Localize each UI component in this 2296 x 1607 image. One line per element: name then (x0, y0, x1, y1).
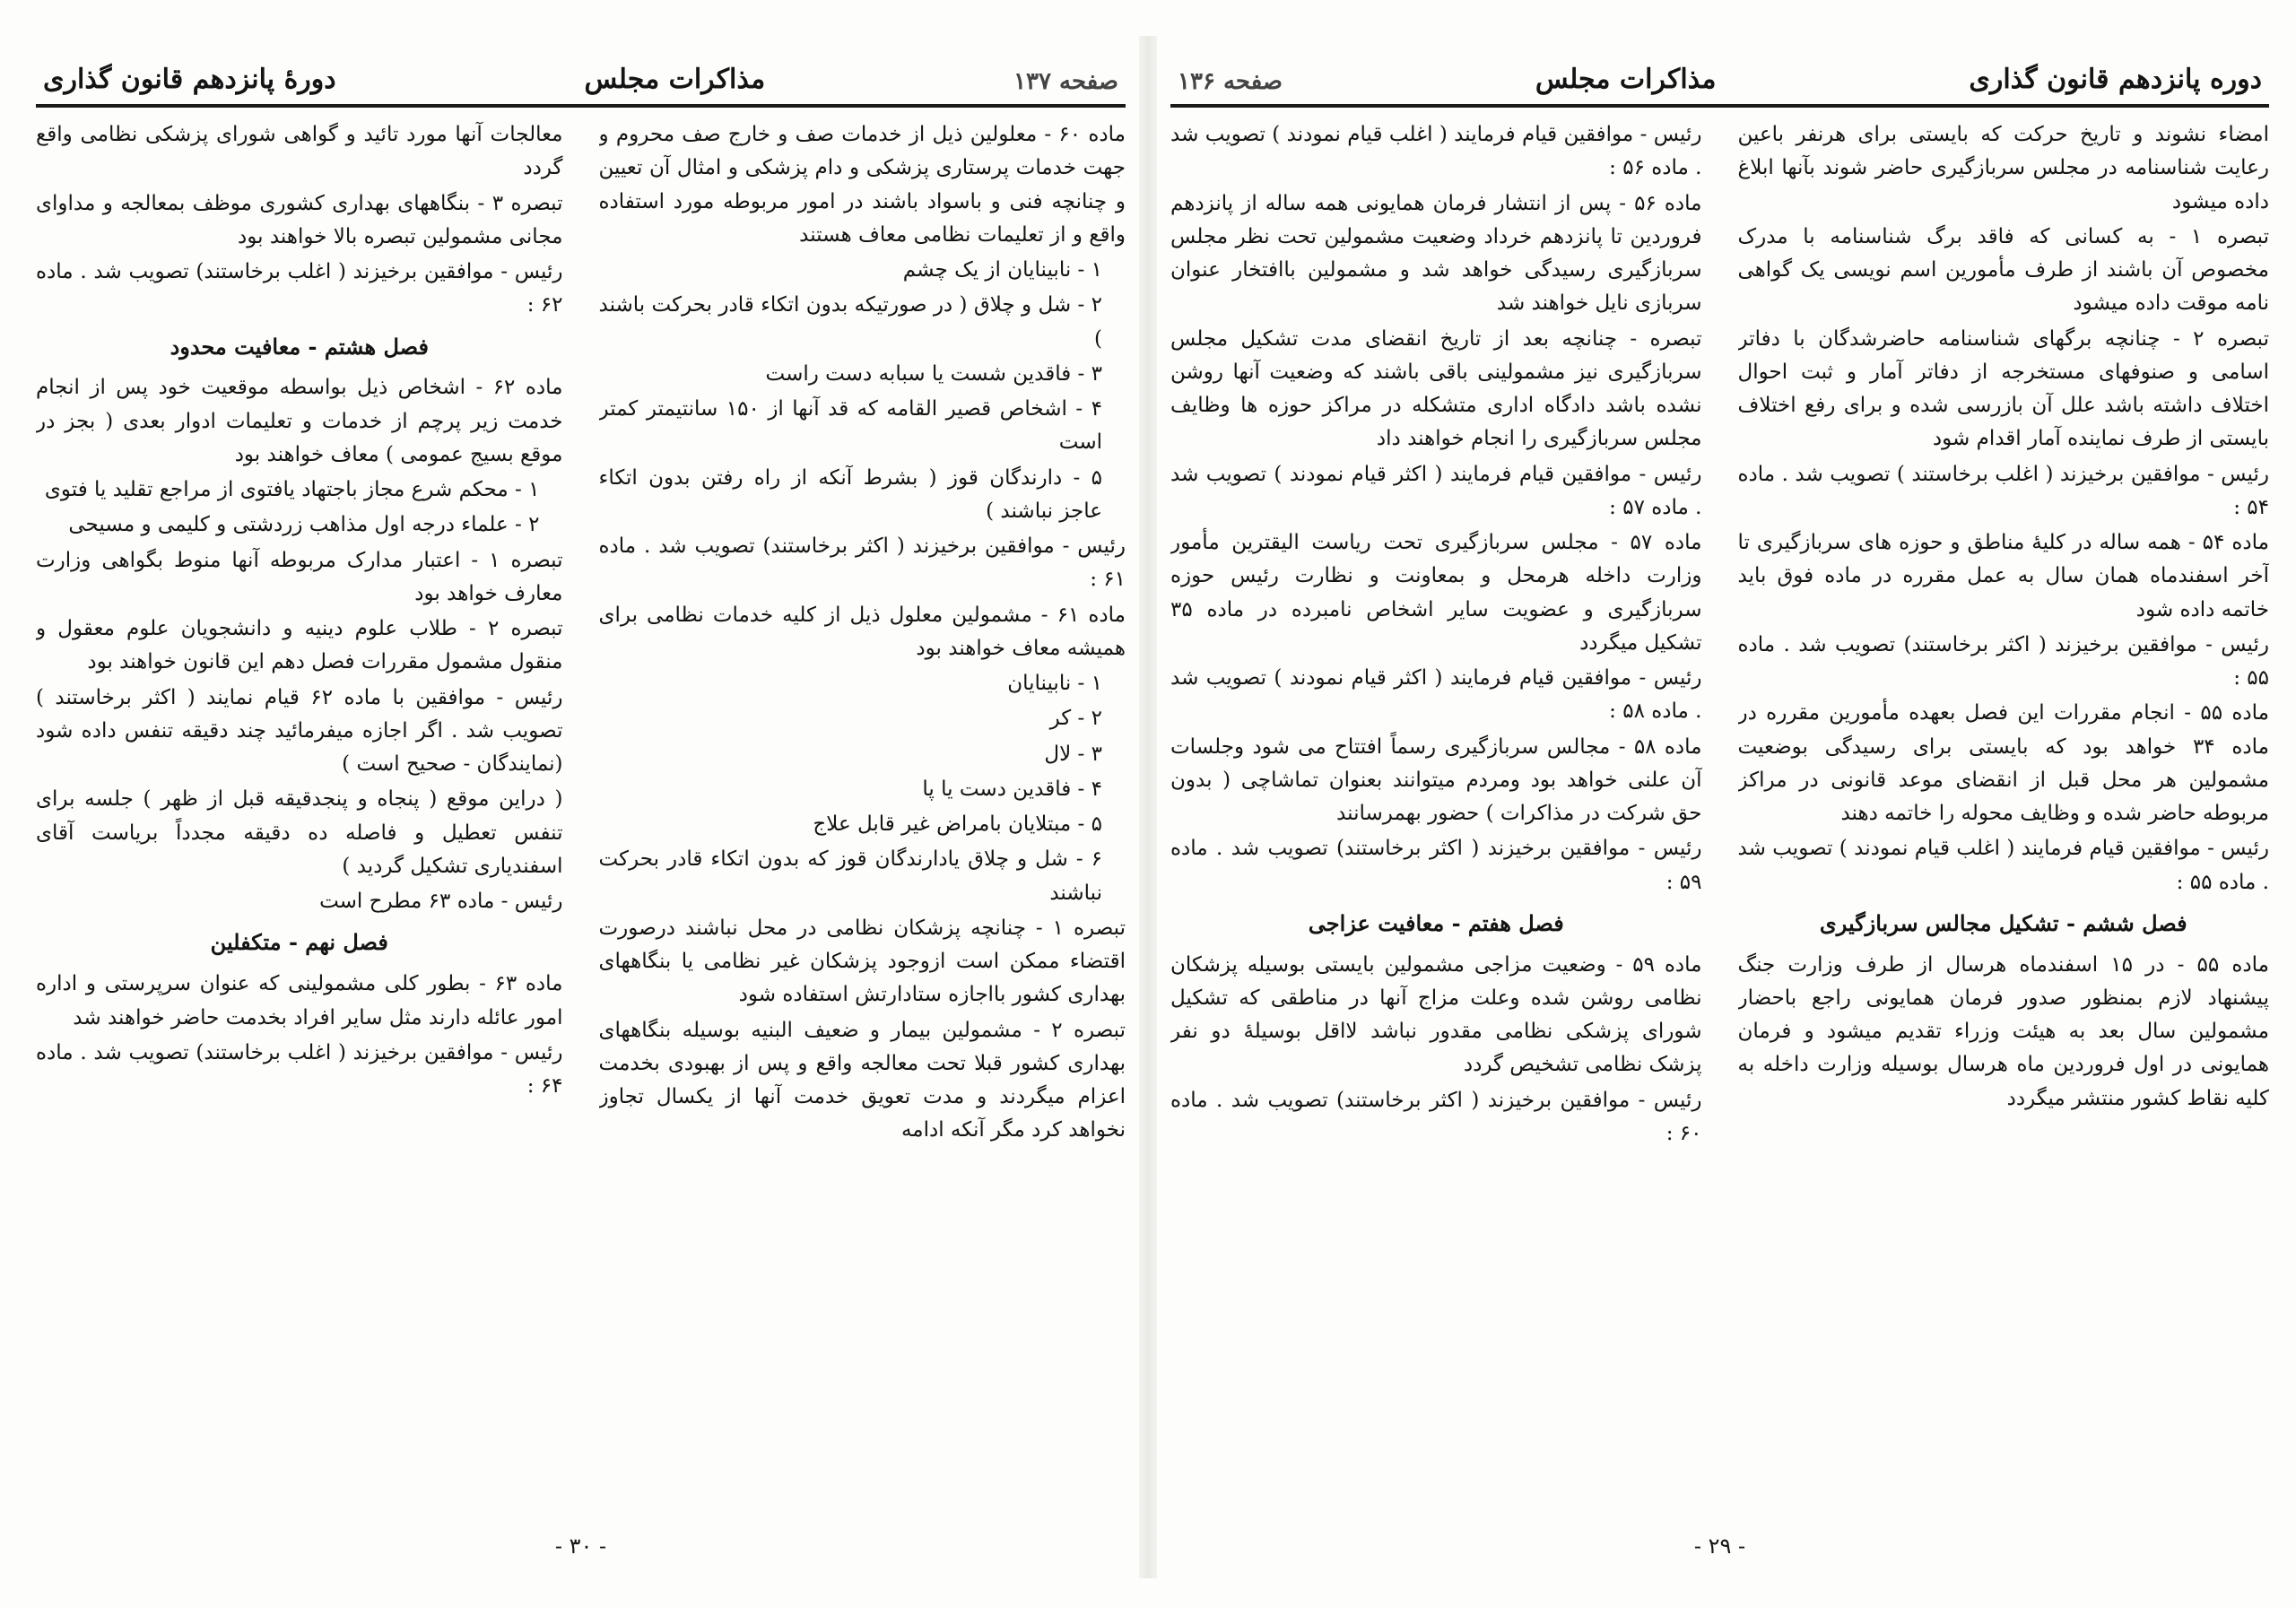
right-page-columns (1170, 118, 2269, 1507)
speaker-line: رئیس - ماده ۶۳ مطرح است (319, 890, 563, 914)
left-page-footer: - ۳۰ - (554, 1533, 607, 1559)
list-item: ۱ - نابینایان از یک چشم (902, 258, 1102, 282)
list-item: ۶ - شل و چلاق یادارندگان قوز که بدون اتکاء قادر بحرکت نباشند (598, 847, 1102, 905)
speaker-line: رئیس - موافقین قیام فرمایند ( اغلب قیام نمودند ) تصویب شد . ماده ۵۵ : (1737, 837, 2269, 894)
paragraph: ماده ۶۳ - بطور کلی مشمولینی که عنوان سرپرستی و اداره امور عائله دارند مثل سایر افراد بخدمت حاضر خواهند شد (36, 972, 563, 1029)
paragraph: معالجات آنها مورد تائید و گواهی شورای پزشکی نظامی واقع گردد (36, 123, 563, 180)
paragraph: ماده ۶۲ - اشخاص ذیل بواسطه موقعیت خود پس از انجام خدمت زیر پرچم از خدمات و تعلیمات ادوار بعدی ( بجز در موقع بسیج عمومی ) معاف خواهند بود (36, 376, 563, 466)
right-header-rule (1170, 104, 2269, 108)
right-page-title: مذاکرات مجلس (1535, 64, 1717, 95)
list-item: ۱ - نابینایان (1007, 672, 1102, 695)
left-page-column-left (36, 118, 563, 1507)
paragraph: ماده ۶۰ - معلولین ذیل از خدمات صف و خارج صف محروم و جهت خدمات پرستاری پزشکی و دام پزشکی و امثال آن تعیین و چنانچه فنی و باسواد باشند در امور مربوطه مورد استفاده واقع و از تعلیمات نظامی معاف هستند (598, 123, 1126, 247)
list-item: ۱ - محکم شرع مجاز باجتهاد یافتوی از مراجع تقلید یا فتوی (44, 478, 540, 502)
speaker-line: رئیس - موافقین برخیزند ( اکثر برخاستند) تصویب شد . ماده ۶۱ : (598, 534, 1126, 592)
paragraph: ماده ۶۱ - مشمولین معلول ذیل از کلیه خدمات نظامی برای همیشه معاف خواهند بود (598, 603, 1126, 660)
section-heading: فصل هشتم - معافیت محدود (170, 333, 429, 360)
speaker-line: رئیس - موافقین با ماده ۶۲ قیام نمایند ( اکثر برخاستند ) تصویب شد . اگر اجازه میفرمائید چند دقیقه تنفس داده شود (نمایندگان - صحیح است ) (36, 685, 563, 777)
paragraph: ماده ۵۵ - در ۱۵ اسفندماه هرسال از طرف وزارت جنگ پیشنهاد لازم بمنظور صدور فرمان همایونی راجع باحضار مشمولین سال بعد به هیئت وزراء تقدیم میشود و فرمان همایونی در اول فروردین ماه هرسال بوسیله وزارت داخله به کلیه نقاط کشور منتشر میگردد (1737, 952, 2269, 1110)
paragraph: تبصره ۲ - طلاب علوم دینیه و دانشجویان علوم معقول و منقول مشمول مقررات فصل دهم این قانون خواهند بود (36, 617, 563, 674)
section-heading: فصل نهم - متکفلین (210, 929, 388, 956)
right-page-header (1170, 36, 2269, 102)
list-item: ۴ - اشخاص قصیر القامه که قد آنها از ۱۵۰ سانتیمتر کمتر است (598, 397, 1102, 455)
paragraph: تبصره ۱ - چنانچه پزشکان نظامی در محل نباشند درصورت اقتضاء ممکن است ازوجود پزشکان غیر نظامی یا بنگاههای بهداری کشور بااجازه ستادارتش استفاده شود (598, 916, 1126, 1007)
paragraph: امضاء نشوند و تاریخ حرکت که بایستی برای هرنفر باعین رعایت شناسنامه در مجلس سربازگیری حاضر شوند بآنها ابلاغ داده میشود (1737, 123, 2269, 213)
speaker-line: رئیس - موافقین قیام فرمایند ( اکثر قیام نمودند ) تصویب شد . ماده ۵۷ : (1170, 462, 1702, 519)
list-item: ۲ - علماء درجه اول مذاهب زردشتی و کلیمی و مسیحی (68, 513, 540, 537)
section-heading: فصل هفتم - معافیت عزاجی (1308, 909, 1564, 936)
right-page-column-left (1170, 118, 1702, 1507)
right-page-footer: - ۲۹ - (1693, 1533, 1746, 1559)
speaker-line: رئیس - موافقین برخیزند ( اکثر برخاستند) تصویب شد . ماده ۵۵ : (1737, 632, 2269, 690)
paragraph: ماده ۵۶ - پس از انتشار فرمان همایونی همه ساله از پانزدهم فروردین تا پانزدهم خرداد وضعیت مشمولین تحت نظر مجلس سربازگیری رسیدگی خواهد شد و مشمولین باافتخار عنوان سربازی نایل خواهند شد (1170, 191, 1702, 316)
paragraph: ماده ۵۴ - همه ساله در کلیهٔ مناطق و حوزه های سربازگیری تا آخر اسفندماه همان سال به عمل مقرره در ماده فوق باید خاتمه داده شود (1737, 531, 2269, 621)
list-item: ۵ - مبتلایان بامراض غیر قابل علاج (813, 812, 1102, 836)
left-page-columns (36, 118, 1126, 1507)
left-page-column-right (599, 118, 1126, 1507)
speaker-line: رئیس - موافقین قیام فرمایند ( اکثر قیام نمودند ) تصویب شد . ماده ۵۸ : (1170, 666, 1702, 724)
left-page (36, 36, 1126, 1578)
list-item: ۵ - دارندگان قوز ( بشرط آنکه از راه رفتن بدون اتکاء عاجز نباشند ) (598, 465, 1102, 523)
paragraph: تبصره ۱ - اعتبار مدارک مربوطه آنها منوط بگواهی وزارت معارف خواهد بود (36, 548, 563, 605)
speaker-line: رئیس - موافقین برخیزند ( اغلب برخاستند ) تصویب شد . ماده ۵۴ : (1737, 462, 2269, 519)
speaker-line: رئیس - موافقین برخیزند ( اغلب برخاستند) تصویب شد . ماده ۶۴ : (36, 1040, 563, 1098)
left-page-session: دورهٔ پانزدهم قانون گذاری (43, 64, 336, 95)
list-item: ۴ - فاقدین دست یا پا (922, 777, 1102, 801)
left-page-title: مذاکرات مجلس (584, 64, 766, 95)
paragraph: ماده ۵۵ - انجام مقررات این فصل بعهده مأمورین مقرره در ماده ۳۴ خواهد بود که بایستی برای رسیدگی بوضعیت مشمولین هر محل قبل از انقضای موعد قانونی در مراکز مربوطه حاضر شده و وظایف محوله را خاتمه دهند (1737, 701, 2269, 825)
paragraph: تبصره ۲ - چنانچه برگهای شناسنامه حاضرشدگان با دفاتر اسامی و صنوفهای مستخرجه از دفاتر آمار و ثبت احوال اختلاف داشته باشد علل آن بازرسی شده و برای رفع اختلاف بایستی از طرف نماینده آمار اقدام شود (1737, 326, 2269, 451)
paragraph: تبصره - چنانچه بعد از تاریخ انقضای مدت تشکیل مجلس سربازگیری نیز مشمولینی باقی باشند که وضعیت آنها روشن نشده باشد دادگاه اداری متشکله در مراکز حوزه ها وظایف مجلس سربازگیری را انجام خواهند داد (1170, 326, 1702, 451)
speaker-line: رئیس - موافقین قیام فرمایند ( اغلب قیام نمودند ) تصویب شد . ماده ۵۶ : (1170, 123, 1702, 180)
list-item: ۲ - شل و چلاق ( در صورتیکه بدون اتکاء قادر بحرکت باشند ) (598, 293, 1102, 351)
speaker-line: رئیس - موافقین برخیزند ( اکثر برخاستند) تصویب شد . ماده ۵۹ : (1170, 837, 1702, 894)
speaker-line: رئیس - موافقین برخیزند ( اکثر برخاستند) تصویب شد . ماده ۶۰ : (1170, 1088, 1702, 1145)
list-item: ۳ - فاقدین شست یا سبابه دست راست (765, 361, 1102, 386)
speaker-line: رئیس - موافقین برخیزند ( اغلب برخاستند) تصویب شد . ماده ۶۲ : (36, 260, 563, 317)
paragraph: تبصره ۲ - مشمولین بیمار و ضعیف البنیه بوسیله بنگاههای بهداری کشور قبلا تحت معالجه واقع و پس از بهبودی بخدمت اعزام میگردند و مدت تعویق خدمت آنها از یکسال تجاوز نخواهد کرد مگر آنکه ادامه (598, 1018, 1126, 1142)
right-page-number: صفحه ۱۳۶ (1178, 68, 1283, 95)
paragraph: تبصره ۱ - به کسانی که فاقد برگ شناسنامه با مدرک مخصوص آن باشند از طرف مأمورین اسم نویسی یک گواهی نامه موقت داده میشود (1737, 224, 2269, 316)
right-page-session: دوره پانزدهم قانون گذاری (1969, 64, 2262, 95)
paragraph: تبصره ۳ - بنگاههای بهداری کشوری موظف بمعالجه و مداوای مجانی مشمولین تبصره بالا خواهند بود (36, 191, 563, 248)
paragraph: ماده ۵۷ - مجلس سربازگیری تحت ریاست الیقترین مأمور وزارت داخله هرمحل و بمعاونت و نظارت رئیس حوزه سربازگیری و عضویت سایر اشخاص نامبرده در ماده ۳۵ تشکیل میگردد (1170, 531, 1702, 655)
book-gutter (1139, 36, 1157, 1578)
list-item: ۳ - لال (1044, 742, 1102, 766)
paragraph: ماده ۵۹ - وضعیت مزاجی مشمولین بایستی بوسیله پزشکان نظامی روشن شده وعلت مزاج آنها در مناطقی که تشکیل شورای پزشکی نظامی مقدور نباشد لااقل بوسیلهٔ دو نفر پزشک نظامی تشخیص گردد (1170, 952, 1702, 1077)
right-page (1170, 36, 2269, 1578)
paragraph: ( دراین موقع ( پنجاه و پنجدقیقه قبل از ظهر ) جلسه برای تنفس تعطیل و فاصله ده دقیقه مجدداً بریاست آقای اسفندیاری تشکیل گردید ) (36, 787, 563, 878)
section-heading: فصل ششم - تشکیل مجالس سربازگیری (1819, 909, 2187, 936)
paragraph: ماده ۵۸ - مجالس سربازگیری رسماً افتتاح می شود وجلسات آن علنی خواهد بود ومردم میتوانند بعنوان تماشاچی ( بدون حق شرکت در مذاکرات ) حضور بهمرسانند (1170, 734, 1702, 825)
right-page-column-right (1738, 118, 2270, 1507)
left-page-number: صفحه ۱۳۷ (1013, 68, 1118, 95)
left-header-rule (36, 104, 1126, 108)
list-item: ۲ - کر (1049, 707, 1102, 731)
left-page-header (36, 36, 1126, 102)
